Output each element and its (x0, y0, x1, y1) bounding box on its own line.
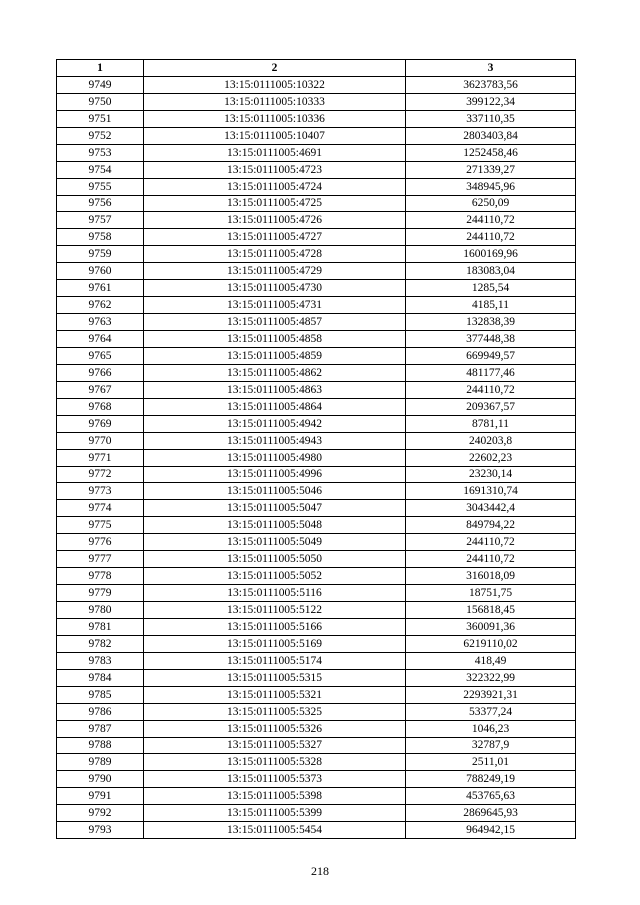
table-row (57, 415, 576, 432)
table-row (57, 771, 576, 788)
value-cell: 4185,11 (406, 297, 576, 314)
table-row (57, 703, 576, 720)
cadastral-number-cell: 13:15:0111005:4725 (144, 195, 406, 212)
row-number-cell: 9753 (57, 144, 144, 161)
cadastral-number-cell: 13:15:0111005:5398 (144, 788, 406, 805)
table-header (57, 60, 576, 77)
cadastral-number-cell: 13:15:0111005:4730 (144, 280, 406, 297)
row-number-cell: 9780 (57, 602, 144, 619)
row-number-cell: 9750 (57, 93, 144, 110)
cadastral-number-cell: 13:15:0111005:4943 (144, 432, 406, 449)
table-row (57, 314, 576, 331)
cadastral-number-cell: 13:15:0111005:4724 (144, 178, 406, 195)
value-cell: 1046,23 (406, 720, 576, 737)
row-number-cell: 9756 (57, 195, 144, 212)
row-number-cell: 9782 (57, 635, 144, 652)
table-row (57, 263, 576, 280)
cadastral-number-cell: 13:15:0111005:4857 (144, 314, 406, 331)
value-cell: 669949,57 (406, 347, 576, 364)
cadastral-number-cell: 13:15:0111005:5046 (144, 483, 406, 500)
cadastral-number-cell: 13:15:0111005:10407 (144, 127, 406, 144)
column-header-3: 3 (406, 60, 576, 77)
table-row (57, 195, 576, 212)
row-number-cell: 9791 (57, 788, 144, 805)
value-cell: 209367,57 (406, 398, 576, 415)
cadastral-number-cell: 13:15:0111005:5047 (144, 500, 406, 517)
value-cell: 183083,04 (406, 263, 576, 280)
row-number-cell: 9790 (57, 771, 144, 788)
cadastral-number-cell: 13:15:0111005:5454 (144, 822, 406, 839)
value-cell: 360091,36 (406, 618, 576, 635)
table-row (57, 602, 576, 619)
table-row (57, 229, 576, 246)
cadastral-number-cell: 13:15:0111005:4980 (144, 449, 406, 466)
table-row (57, 534, 576, 551)
row-number-cell: 9786 (57, 703, 144, 720)
value-cell: 1691310,74 (406, 483, 576, 500)
cadastral-number-cell: 13:15:0111005:4723 (144, 161, 406, 178)
table-row (57, 110, 576, 127)
table-row (57, 585, 576, 602)
cadastral-number-cell: 13:15:0111005:5325 (144, 703, 406, 720)
row-number-cell: 9758 (57, 229, 144, 246)
row-number-cell: 9778 (57, 568, 144, 585)
value-cell: 271339,27 (406, 161, 576, 178)
cadastral-number-cell: 13:15:0111005:5048 (144, 517, 406, 534)
cadastral-number-cell: 13:15:0111005:5315 (144, 669, 406, 686)
value-cell: 348945,96 (406, 178, 576, 195)
cadastral-number-cell: 13:15:0111005:5327 (144, 737, 406, 754)
table-row (57, 246, 576, 263)
value-cell: 23230,14 (406, 466, 576, 483)
cadastral-number-cell: 13:15:0111005:10336 (144, 110, 406, 127)
table-row (57, 568, 576, 585)
value-cell: 244110,72 (406, 229, 576, 246)
row-number-cell: 9763 (57, 314, 144, 331)
cadastral-number-cell: 13:15:0111005:5373 (144, 771, 406, 788)
row-number-cell: 9779 (57, 585, 144, 602)
row-number-cell: 9754 (57, 161, 144, 178)
row-number-cell: 9771 (57, 449, 144, 466)
table-row (57, 331, 576, 348)
table-row (57, 788, 576, 805)
cadastral-number-cell: 13:15:0111005:5166 (144, 618, 406, 635)
table-row (57, 686, 576, 703)
value-cell: 6219110,02 (406, 635, 576, 652)
row-number-cell: 9766 (57, 364, 144, 381)
row-number-cell: 9793 (57, 822, 144, 839)
value-cell: 244110,72 (406, 551, 576, 568)
value-cell: 2293921,31 (406, 686, 576, 703)
table-row (57, 144, 576, 161)
table-row (57, 635, 576, 652)
table-row (57, 398, 576, 415)
row-number-cell: 9787 (57, 720, 144, 737)
value-cell: 132838,39 (406, 314, 576, 331)
row-number-cell: 9785 (57, 686, 144, 703)
value-cell: 337110,35 (406, 110, 576, 127)
table-row (57, 449, 576, 466)
cadastral-number-cell: 13:15:0111005:4863 (144, 381, 406, 398)
value-cell: 6250,09 (406, 195, 576, 212)
table-row (57, 466, 576, 483)
row-number-cell: 9765 (57, 347, 144, 364)
cadastral-number-cell: 13:15:0111005:5050 (144, 551, 406, 568)
table-row (57, 805, 576, 822)
value-cell: 53377,24 (406, 703, 576, 720)
cadastral-number-cell: 13:15:0111005:5049 (144, 534, 406, 551)
value-cell: 244110,72 (406, 381, 576, 398)
row-number-cell: 9781 (57, 618, 144, 635)
row-number-cell: 9764 (57, 331, 144, 348)
value-cell: 1600169,96 (406, 246, 576, 263)
table-row (57, 432, 576, 449)
value-cell: 2803403,84 (406, 127, 576, 144)
value-cell: 18751,75 (406, 585, 576, 602)
value-cell: 849794,22 (406, 517, 576, 534)
row-number-cell: 9773 (57, 483, 144, 500)
table-row (57, 737, 576, 754)
value-cell: 1252458,46 (406, 144, 576, 161)
table-row (57, 618, 576, 635)
cadastral-number-cell: 13:15:0111005:4727 (144, 229, 406, 246)
value-cell: 788249,19 (406, 771, 576, 788)
row-number-cell: 9777 (57, 551, 144, 568)
table-row (57, 93, 576, 110)
value-cell: 8781,11 (406, 415, 576, 432)
cadastral-number-cell: 13:15:0111005:5116 (144, 585, 406, 602)
cadastral-number-cell: 13:15:0111005:4731 (144, 297, 406, 314)
cadastral-number-cell: 13:15:0111005:4942 (144, 415, 406, 432)
value-cell: 244110,72 (406, 212, 576, 229)
cadastral-number-cell: 13:15:0111005:4859 (144, 347, 406, 364)
value-cell: 3623783,56 (406, 76, 576, 93)
value-cell: 316018,09 (406, 568, 576, 585)
row-number-cell: 9768 (57, 398, 144, 415)
cadastral-number-cell: 13:15:0111005:5328 (144, 754, 406, 771)
data-table (56, 59, 576, 839)
table-row (57, 347, 576, 364)
value-cell: 32787,9 (406, 737, 576, 754)
cadastral-number-cell: 13:15:0111005:4858 (144, 331, 406, 348)
table-row (57, 212, 576, 229)
table-row (57, 127, 576, 144)
row-number-cell: 9757 (57, 212, 144, 229)
cadastral-number-cell: 13:15:0111005:4691 (144, 144, 406, 161)
value-cell: 964942,15 (406, 822, 576, 839)
row-number-cell: 9775 (57, 517, 144, 534)
table-row (57, 280, 576, 297)
table-row (57, 178, 576, 195)
value-cell: 2511,01 (406, 754, 576, 771)
page-number: 218 (311, 864, 329, 878)
table-body (57, 76, 576, 838)
row-number-cell: 9774 (57, 500, 144, 517)
cadastral-number-cell: 13:15:0111005:4729 (144, 263, 406, 280)
cadastral-number-cell: 13:15:0111005:4862 (144, 364, 406, 381)
row-number-cell: 9767 (57, 381, 144, 398)
row-number-cell: 9760 (57, 263, 144, 280)
value-cell: 156818,45 (406, 602, 576, 619)
table-row (57, 517, 576, 534)
table-row (57, 720, 576, 737)
value-cell: 1285,54 (406, 280, 576, 297)
value-cell: 453765,63 (406, 788, 576, 805)
cadastral-number-cell: 13:15:0111005:5174 (144, 652, 406, 669)
table-row (57, 161, 576, 178)
row-number-cell: 9783 (57, 652, 144, 669)
row-number-cell: 9789 (57, 754, 144, 771)
column-header-1: 1 (57, 60, 144, 77)
value-cell: 244110,72 (406, 534, 576, 551)
row-number-cell: 9761 (57, 280, 144, 297)
value-cell: 322322,99 (406, 669, 576, 686)
cadastral-number-cell: 13:15:0111005:4996 (144, 466, 406, 483)
value-cell: 377448,38 (406, 331, 576, 348)
cadastral-number-cell: 13:15:0111005:4864 (144, 398, 406, 415)
value-cell: 418,49 (406, 652, 576, 669)
cadastral-number-cell: 13:15:0111005:4728 (144, 246, 406, 263)
table-row (57, 652, 576, 669)
row-number-cell: 9749 (57, 76, 144, 93)
cadastral-number-cell: 13:15:0111005:5326 (144, 720, 406, 737)
table-row (57, 76, 576, 93)
value-cell: 481177,46 (406, 364, 576, 381)
table-row (57, 297, 576, 314)
cadastral-number-cell: 13:15:0111005:5321 (144, 686, 406, 703)
value-cell: 2869645,93 (406, 805, 576, 822)
table-row (57, 500, 576, 517)
row-number-cell: 9788 (57, 737, 144, 754)
column-header-2: 2 (144, 60, 406, 77)
row-number-cell: 9752 (57, 127, 144, 144)
row-number-cell: 9755 (57, 178, 144, 195)
cadastral-number-cell: 13:15:0111005:5399 (144, 805, 406, 822)
row-number-cell: 9759 (57, 246, 144, 263)
cadastral-number-cell: 13:15:0111005:10322 (144, 76, 406, 93)
row-number-cell: 9769 (57, 415, 144, 432)
value-cell: 22602,23 (406, 449, 576, 466)
table-row (57, 483, 576, 500)
header-row (57, 60, 576, 77)
table-row (57, 822, 576, 839)
cadastral-number-cell: 13:15:0111005:10333 (144, 93, 406, 110)
row-number-cell: 9792 (57, 805, 144, 822)
row-number-cell: 9776 (57, 534, 144, 551)
value-cell: 240203,8 (406, 432, 576, 449)
value-cell: 3043442,4 (406, 500, 576, 517)
row-number-cell: 9772 (57, 466, 144, 483)
row-number-cell: 9770 (57, 432, 144, 449)
table-row (57, 381, 576, 398)
table-row (57, 669, 576, 686)
cadastral-number-cell: 13:15:0111005:4726 (144, 212, 406, 229)
cadastral-number-cell: 13:15:0111005:5122 (144, 602, 406, 619)
table-row (57, 754, 576, 771)
row-number-cell: 9751 (57, 110, 144, 127)
cadastral-number-cell: 13:15:0111005:5052 (144, 568, 406, 585)
row-number-cell: 9762 (57, 297, 144, 314)
table-row (57, 551, 576, 568)
table-row (57, 364, 576, 381)
value-cell: 399122,34 (406, 93, 576, 110)
row-number-cell: 9784 (57, 669, 144, 686)
cadastral-number-cell: 13:15:0111005:5169 (144, 635, 406, 652)
